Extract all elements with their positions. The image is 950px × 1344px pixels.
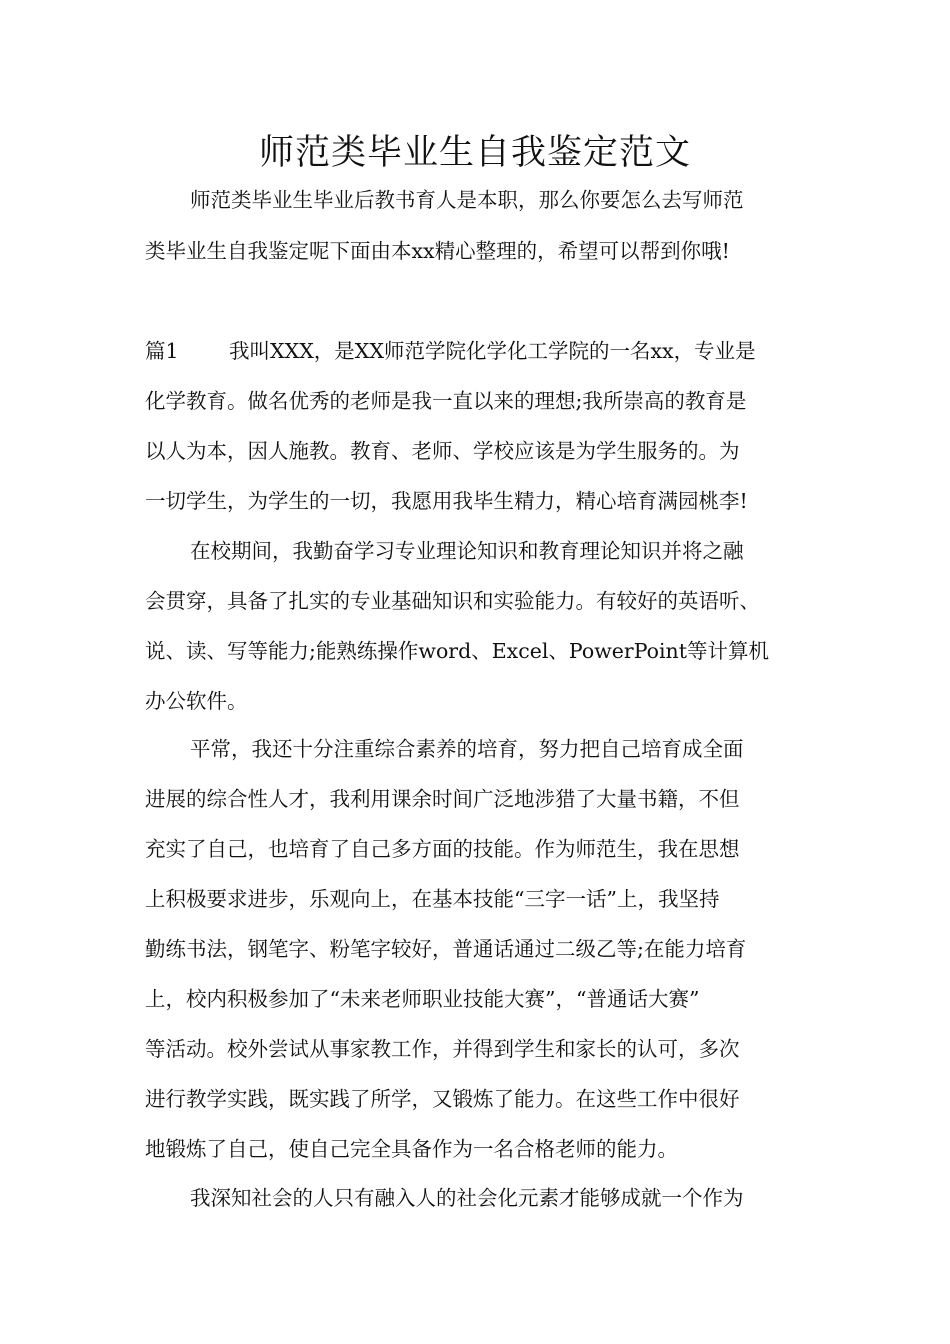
paragraph-line: 我深知社会的人只有融入人的社会化元素才能够成就一个作为 [190, 1186, 744, 1210]
paragraph-line: 充实了自己，也培育了自己多方面的技能。作为师范生，我在思想 [145, 837, 740, 861]
paragraph-line: 地锻炼了自己，使自己完全具备作为一名合格老师的能力。 [145, 1137, 678, 1161]
paragraph-line: 进行教学实践，既实践了所学，又锻炼了能力。在这些工作中很好 [145, 1087, 740, 1111]
section-label: 篇1 [145, 339, 179, 363]
paragraph-line: 化学教育。做名优秀的老师是我一直以来的理想;我所崇高的教育是 [145, 389, 747, 413]
intro-line-2: 类毕业生自我鉴定呢下面由本xx精心整理的，希望可以帮到你哦! [145, 239, 730, 263]
paragraph-line: 进展的综合性人才，我利用课余时间广泛地涉猎了大量书籍，不但 [145, 787, 740, 811]
paragraph-line: 等活动。校外尝试从事家教工作，并得到学生和家长的认可，多次 [145, 1037, 740, 1061]
paragraph-line: 说、读、写等能力;能熟练操作word、Excel、PowerPoint等计算机 [145, 639, 769, 663]
intro-line-1: 师范类毕业生毕业后教书育人是本职，那么你要怎么去写师范 [190, 188, 744, 212]
section-first-line [145, 336, 756, 366]
paragraph-line: 我叫XXX，是XX师范学院化学化工学院的一名xx，专业是 [229, 339, 756, 363]
paragraph-line: 一切学生，为学生的一切，我愿用我毕生精力，精心培育满园桃李! [145, 489, 748, 513]
paragraph-line: 勤练书法，钢笔字、粉笔字较好，普通话通过二级乙等;在能力培育 [145, 937, 747, 961]
paragraph-line: 办公软件。 [145, 689, 248, 713]
paragraph-line: 会贯穿，具备了扎实的专业基础知识和实验能力。有较好的英语听、 [145, 589, 760, 613]
paragraph-line: 上积极要求进步，乐观向上，在基本技能“三字一话”上，我坚持 [145, 887, 720, 911]
document-title: 师范类毕业生自我鉴定范文 [258, 133, 691, 173]
paragraph-line: 以人为本，因人施教。教育、老师、学校应该是为学生服务的。为 [145, 439, 740, 463]
paragraph-line: 上，校内积极参加了“未来老师职业技能大赛”，“普通话大赛” [145, 987, 700, 1011]
paragraph-line: 在校期间，我勤奋学习专业理论知识和教育理论知识并将之融 [190, 539, 744, 563]
paragraph-line: 平常，我还十分注重综合素养的培育，努力把自己培育成全面 [190, 737, 744, 761]
